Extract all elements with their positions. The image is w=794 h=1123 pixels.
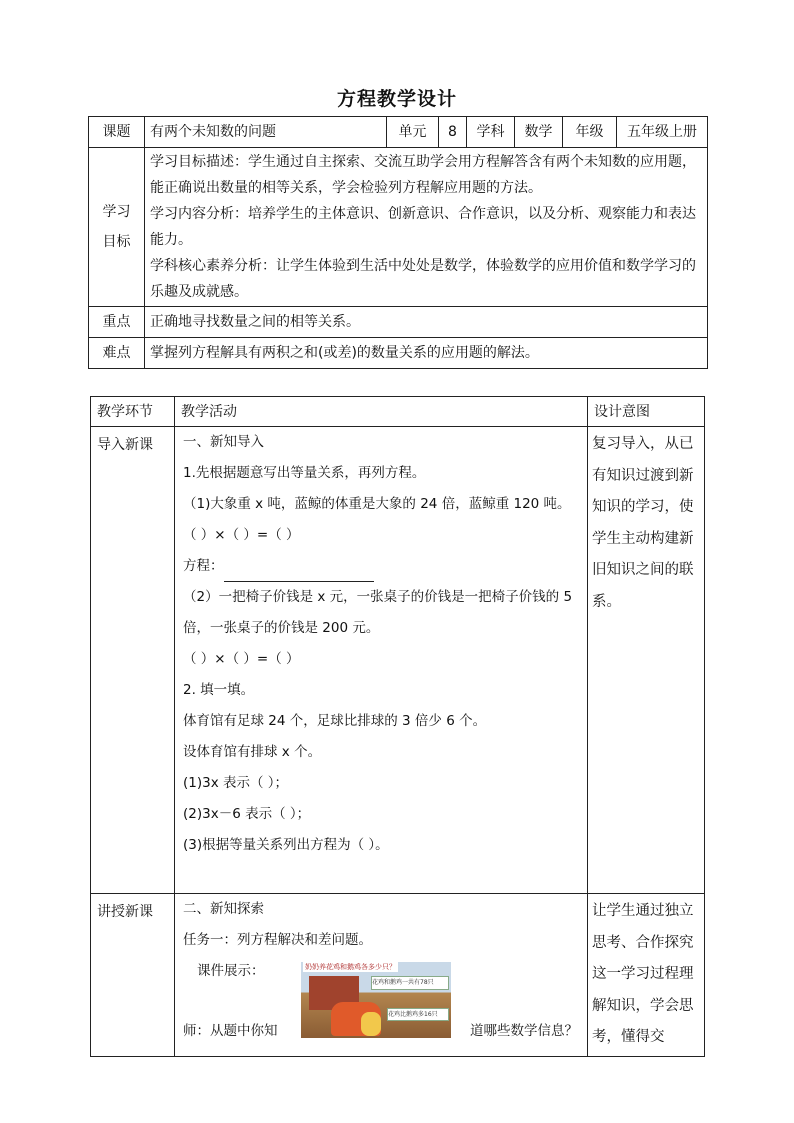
grade-value: 五年级上册 — [617, 117, 708, 148]
intro-line-7: （ ）×（ ）=（ ） — [183, 651, 300, 667]
difficulty-label: 难点 — [89, 338, 145, 369]
speech-bubble-1: 花鸡和鹅鸡一共有78只 — [371, 976, 449, 990]
intro-intent: 复习导入，从已有知识过渡到新知识的学习，使学生主动构建新旧知识之间的联系。 — [588, 427, 705, 894]
topic-label: 课题 — [89, 117, 145, 148]
answer-blank-line — [224, 563, 374, 582]
new-intent: 让学生通过独立思考、合作探究这一学习过程理解知识，学会思考，懂得交 — [588, 894, 705, 1057]
intro-line-10: 设体育馆有排球 x 个。 — [183, 744, 322, 760]
illustration-caption: 奶奶养花鸡和鹅鸡各多少只？ — [305, 963, 396, 971]
intro-line-11: (1)3x 表示（ ）； — [183, 775, 289, 791]
intro-line-13: (3)根据等量关系列出方程为（ ）。 — [183, 837, 389, 853]
subject-label: 学科 — [467, 117, 515, 148]
topic-value: 有两个未知数的问题 — [145, 117, 387, 148]
goal-label-line1: 学习 — [102, 204, 131, 220]
intro-line-4: （ ）×（ ）=（ ） — [183, 527, 300, 543]
goal-description: 学习目标描述：学生通过自主探索、交流互助学会用方程解答含有两个未知数的应用题，能正确说出数量的相等关系，学会检验列方程解应用题的方法。 — [150, 154, 696, 196]
header-intent: 设计意图 — [588, 397, 705, 427]
intro-line-5 — [183, 551, 582, 582]
stage-new: 讲授新课 — [91, 894, 175, 1057]
teacher-question-left: 师：从题中你知 — [183, 1023, 278, 1039]
lesson-info-table — [88, 116, 708, 369]
difficulty-value: 掌握列方程解具有两积之和(或差)的数量关系的应用题的解法。 — [145, 338, 708, 369]
courseware-block — [183, 956, 582, 1046]
unit-label: 单元 — [387, 117, 439, 148]
new-activity — [175, 894, 588, 1057]
intro-line-12: (2)3x－6 表示（ ）； — [183, 806, 311, 822]
new-line-2: 任务一：列方程解决和差问题。 — [183, 932, 372, 948]
teacher-question-right: 道哪些数学信息？ — [470, 1023, 578, 1039]
child-shape — [361, 1012, 381, 1036]
goal-label — [89, 148, 145, 307]
intro-line-8: 2. 填一填。 — [183, 682, 255, 698]
header-stage: 教学环节 — [91, 397, 175, 427]
teaching-plan-table — [90, 396, 705, 1057]
courseware-illustration — [301, 962, 451, 1038]
goal-label-line2: 目标 — [102, 234, 131, 250]
intro-activity — [175, 427, 588, 894]
page-title: 方程教学设计 — [336, 88, 457, 110]
grade-label: 年级 — [563, 117, 617, 148]
goal-core-literacy: 学科核心素养分析：让学生体验到生活中处处是数学，体验数学的应用价值和数学学习的乐趣及成就感。 — [150, 258, 696, 300]
goal-content — [145, 148, 708, 307]
new-line-1: 二、新知探索 — [183, 901, 264, 917]
intro-line-6: （2）一把椅子价钱是 x 元，一张桌子的价钱是一把椅子价钱的 5 倍，一张桌子的价钱是 200 元。 — [183, 589, 573, 636]
stage-intro: 导入新课 — [91, 427, 175, 894]
key-point-value: 正确地寻找数量之间的相等关系。 — [145, 307, 708, 338]
intro-line-3: （1)大象重 x 吨，蓝鲸的体重是大象的 24 倍，蓝鲸重 120 吨。 — [183, 496, 571, 512]
header-activity: 教学活动 — [175, 397, 588, 427]
speech-bubble-2: 花鸡比鹅鸡多16只 — [387, 1008, 449, 1021]
key-point-label: 重点 — [89, 307, 145, 338]
unit-value: 8 — [439, 117, 467, 148]
courseware-label: 课件展示： — [197, 963, 265, 979]
intro-line-9: 体育馆有足球 24 个，足球比排球的 3 倍少 6 个。 — [183, 713, 487, 729]
subject-value: 数学 — [515, 117, 563, 148]
intro-line-1: 一、新知导入 — [183, 434, 264, 450]
intro-line-2: 1.先根据题意写出等量关系，再列方程。 — [183, 465, 426, 481]
equation-label: 方程： — [183, 558, 224, 574]
goal-content-analysis: 学习内容分析：培养学生的主体意识、创新意识、合作意识，以及分析、观察能力和表达能力。 — [150, 206, 696, 248]
